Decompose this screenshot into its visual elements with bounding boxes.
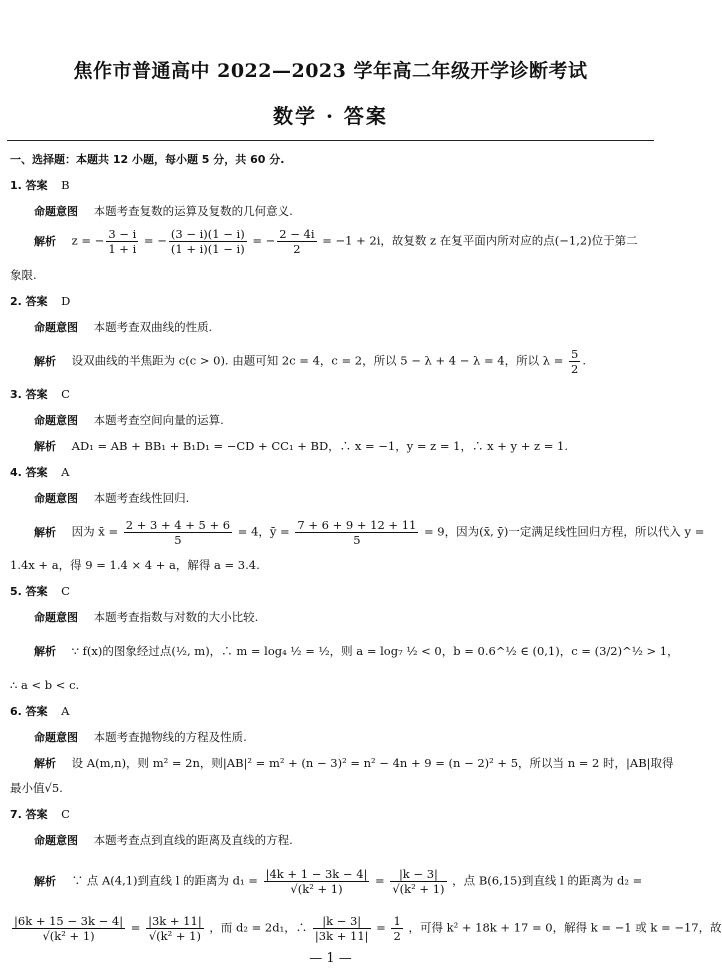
q4-number: 4.	[10, 466, 22, 479]
q7-analysis-pre: ∵ 点 A(4,1)到直线 l 的距离为 d₁ =	[71, 873, 258, 888]
q4-analysis-line	[34, 518, 705, 547]
q3-analysis-label: 解析	[34, 440, 56, 453]
q4-intent-text: 本题考查线性回归.	[93, 491, 190, 505]
q7-fraction-2: $\frac{|k - 3|}{\text{√(k² + 1)}}$	[392, 867, 445, 896]
q7-fraction-1: $\frac{|4k + 1 - 3k - 4|}{\text{√(k² + 1)}}$	[265, 867, 368, 896]
q6-answer-line	[10, 703, 653, 720]
q7-fraction-5: $\frac{|k - 3|}{|3k + 11|}$	[314, 914, 369, 943]
q2-analysis-text: 设双曲线的半焦距为 c(c > 0). 由题可知 2c = 4，c = 2，所以 5 − λ + 4 − λ = 4，所以 λ =	[71, 353, 564, 368]
q7-analysis-mid: ，而 d₂ = 2d₁，∴	[209, 920, 308, 935]
q4-fraction-2: $\frac{7 + 6 + 9 + 12 + 11}{5}$	[297, 518, 417, 547]
q1-analysis-cont: 象限.	[10, 268, 37, 282]
q5-analysis-text: ∵ f(x)的图象经过点(½, m)，∴ m = log₄ ½ = ½，则 a = log₇ ½ < 0，b = 0.6^½ ∈ (0,1)，c = (3/2)^½ > 1，	[71, 644, 679, 658]
q1-number: 1.	[10, 179, 22, 192]
q2-number: 2.	[10, 295, 22, 308]
q6-number: 6.	[10, 705, 22, 718]
page-subtitle: 数学 · 答案	[273, 104, 388, 128]
q1-answer-label: 答案	[25, 179, 48, 192]
page-number: — 1 —	[309, 951, 352, 966]
q7-analysis-tail: ，点 B(6,15)到直线 l 的距离为 d₂ =	[452, 873, 643, 888]
q7-intent-text: 本题考查点到直线的距离及直线的方程.	[93, 833, 293, 847]
q4-intent-label: 命题意图	[34, 492, 78, 505]
q1-analysis-z: z =	[71, 233, 92, 248]
q5-analysis-label: 解析	[34, 645, 56, 658]
q5-analysis-line	[34, 643, 679, 660]
q4-analysis-label: 解析	[34, 525, 56, 539]
q4-analysis-mid: = 4，ȳ =	[237, 524, 290, 539]
q5-answer-line	[10, 583, 653, 600]
q3-number: 3.	[10, 388, 22, 401]
section-heading: 一、选择题：本题共 12 小题，每小题 5 分，共 60 分.	[10, 153, 285, 166]
q2-answer-label: 答案	[25, 295, 48, 308]
q2-analysis-line: 解析 设双曲线的半焦距为 c(c > 0). 由题可知 2c = 4，c = 2，所以 5 − λ + 4 − λ = 4，所以 λ = $\frac{5}{2}$ .	[34, 347, 586, 376]
q6-analysis-line	[34, 755, 674, 772]
q5-answer-label: 答案	[25, 585, 48, 598]
q2-analysis-label: 解析	[34, 354, 56, 368]
q3-intent-label: 命题意图	[34, 414, 78, 427]
header-divider	[7, 140, 654, 141]
q5-number: 5.	[10, 585, 22, 598]
q2-intent-line	[34, 319, 653, 336]
q3-analysis-line	[34, 438, 653, 455]
q6-analysis-label: 解析	[34, 757, 56, 770]
q3-analysis-text: AD₁ = AB + BB₁ + B₁D₁ = −CD + CC₁ + BD，∴ x = −1，y = z = 1，∴ x + y + z = 1.	[71, 439, 568, 453]
q7-answer-line	[10, 806, 653, 823]
q5-intent-text: 本题考查指数与对数的大小比较.	[93, 610, 259, 624]
q7-intent-line	[34, 832, 653, 849]
q6-intent-line	[34, 729, 653, 746]
q1-fraction-1: $\frac{3 - i}{1 + i}$	[108, 227, 137, 256]
q1-intent-text: 本题考查复数的运算及复数的几何意义.	[93, 204, 293, 218]
q4-analysis-cont: 1.4x + a，得 9 = 1.4 × 4 + a，解得 a = 3.4.	[10, 558, 260, 572]
q7-answer-value: C	[61, 807, 70, 821]
q7-analysis-cont: $\frac{|6k + 15 - 3k - 4|}{\text{√(k² + 1)}}$ = $\frac{|3k + 11|}{\text{√(k² + 1)}}$ ，而 d₂ = 2d₁，∴ $\frac{|k - 3|}{|3k + 11|}$ = $\frac{1}{2}$ ，可得 k² + 18k + 17 = 0，解得 k = −1 或 k = −17，故	[14, 914, 722, 943]
q2-intent-text: 本题考查双曲线的性质.	[93, 320, 213, 334]
q7-analysis-line: 解析 ∵ 点 A(4,1)到直线 l 的距离为 d₁ = $\frac{|4k + 1 - 3k - 4|}{\text{√(k² + 1)}}$ = $\frac{|k - 3|}{\text{√(k² + 1)}}$ ，点 B(6,15)到直线 l 的距离为 d₂ =	[34, 867, 643, 896]
q2-fraction: $\frac{5}{2}$	[570, 347, 579, 376]
q4-fraction-1: $\frac{2 + 3 + 4 + 5 + 6}{5}$	[125, 518, 231, 547]
page-title: 焦作市普通高中 2022—2023 学年高二年级开学诊断考试	[73, 60, 588, 82]
q1-fraction-2: $\frac{(3 - i)(1 - i)}{(1 + i)(1 - i)}$	[170, 227, 245, 256]
q6-intent-label: 命题意图	[34, 731, 78, 744]
q2-answer-value: D	[61, 294, 71, 308]
q3-answer-value: C	[61, 387, 70, 401]
q6-answer-label: 答案	[25, 705, 48, 718]
q7-fraction-6: $\frac{1}{2}$	[393, 914, 401, 943]
q4-intent-line	[34, 490, 653, 507]
q6-answer-value: A	[61, 704, 70, 718]
q5-intent-label: 命题意图	[34, 611, 78, 624]
q4-analysis-pre: 因为 x̄ =	[71, 524, 119, 539]
q1-answer-value: B	[61, 178, 70, 192]
q3-answer-line	[10, 386, 653, 403]
q1-analysis-tail: = −1 + 2i，故复数 z 在复平面内所对应的点(−1,2)位于第二	[322, 233, 638, 248]
q4-answer-label: 答案	[25, 466, 48, 479]
q5-answer-value: C	[61, 584, 70, 598]
q7-fraction-4: $\frac{|3k + 11|}{\text{√(k² + 1)}}$	[148, 914, 202, 943]
q7-number: 7.	[10, 808, 22, 821]
q7-analysis-label: 解析	[34, 874, 56, 888]
q7-answer-label: 答案	[25, 808, 48, 821]
q4-answer-line	[10, 464, 653, 481]
q3-answer-label: 答案	[25, 388, 48, 401]
q6-analysis-cont: 最小值√5.	[10, 781, 63, 795]
q2-answer-line	[10, 293, 653, 310]
q1-intent-line	[34, 203, 653, 220]
q4-answer-value: A	[61, 465, 70, 479]
q1-analysis-line: 解析 z = − $\frac{3 - i}{1 + i}$ = − $\frac{(3 - i)(1 - i)}{(1 + i)(1 - i)}$ = − $\frac{2 - 4i}{2}$ = −1 + 2i，故复数 z 在复平面内所对应的点(−1,2)位于第二	[34, 227, 638, 256]
q4-analysis-tail: = 9，因为(x̄, ȳ)一定满足线性回归方程，所以代入 y =	[424, 524, 705, 539]
q1-fraction-3: $\frac{2 - 4i}{2}$	[279, 227, 315, 256]
q7-fraction-3: $\frac{|6k + 15 - 3k - 4|}{\text{√(k² + 1)}}$	[14, 914, 124, 943]
q1-intent-label: 命题意图	[34, 205, 78, 218]
q7-analysis-tail-2: ，可得 k² + 18k + 17 = 0，解得 k = −1 或 k = −17，故	[408, 920, 722, 935]
q5-intent-line	[34, 609, 653, 626]
q3-intent-text: 本题考查空间向量的运算.	[93, 413, 224, 427]
q3-intent-line	[34, 412, 653, 429]
q5-analysis-cont: ∴ a < b < c.	[10, 678, 80, 692]
q2-intent-label: 命题意图	[34, 321, 78, 334]
q6-intent-text: 本题考查抛物线的方程及性质.	[93, 730, 247, 744]
q1-answer-line	[10, 177, 653, 194]
q7-intent-label: 命题意图	[34, 834, 78, 847]
q6-analysis-text: 设 A(m,n)，则 m² = 2n，则|AB|² = m² + (n − 3)² = n² − 4n + 9 = (n − 2)² + 5，所以当 n = 2 时，|AB|取得	[71, 756, 674, 770]
q1-analysis-label: 解析	[34, 234, 56, 248]
